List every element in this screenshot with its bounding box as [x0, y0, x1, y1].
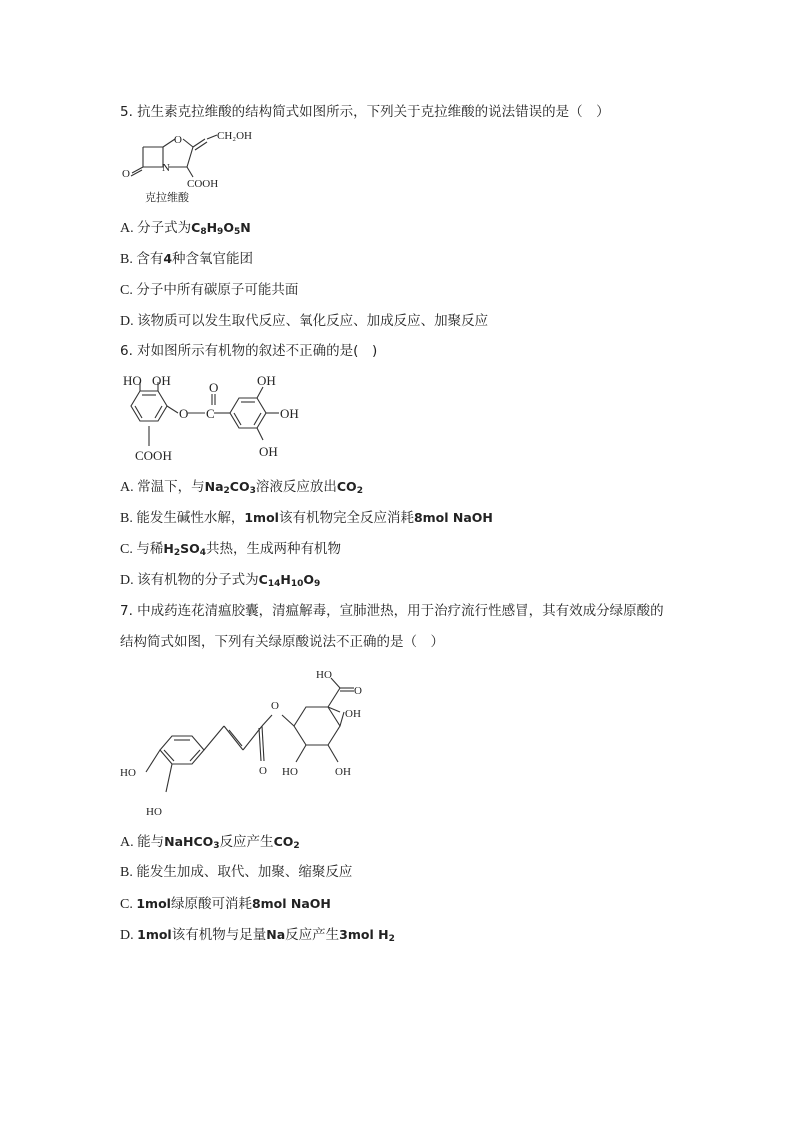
ester-carbonyl-oxygen-label: O [259, 765, 267, 777]
ring-ho-label: HO [282, 766, 298, 778]
ester-oxygen-label: O [271, 700, 279, 712]
oh-top-label: OH [257, 373, 276, 388]
nitrogen-label: N [162, 162, 170, 174]
ring-oxygen-label: O [174, 134, 182, 146]
digallic-acid-structure [118, 368, 318, 468]
keto-oxygen-label: O [122, 168, 130, 180]
oh-left-label: OH [152, 373, 171, 388]
cooh-label: COOH [187, 178, 219, 190]
option-5b: B. 含有4种含氧官能团 [120, 251, 254, 267]
ring-oh-bottom-label: OH [335, 766, 351, 778]
question-6-stem: 6. 对如图所示有机物的叙述不正确的是( ) [120, 343, 378, 359]
ester-oxygen-label: O [179, 406, 189, 421]
ch2oh-label: CH₂OH [217, 130, 253, 142]
option-6b: B. 能发生碱性水解，1mol该有机物完全反应消耗8mol NaOH [120, 510, 493, 526]
option-7c: C. 1mol绿原酸可消耗8mol NaOH [120, 896, 331, 912]
option-6c: C. 与稀$H_2SO_4$共热，生成两种有机物 [120, 541, 341, 558]
option-5d: D. 该物质可以发生取代反应、氧化反应、加成反应、加聚反应 [120, 313, 489, 329]
carbonyl-oxygen-label: O [209, 380, 219, 395]
oh-right-label: OH [280, 406, 299, 421]
oh-bottom-label: OH [259, 444, 278, 459]
structure-caption: 克拉维酸 [145, 192, 189, 204]
option-7b: B. 能发生加成、取代、加聚、缩聚反应 [120, 864, 353, 880]
option-5a: A. 分子式为$C_8H_9O_5N$ [120, 220, 251, 237]
cooh-label: COOH [135, 448, 172, 463]
acid-carbonyl-oxygen-label: O [354, 685, 362, 697]
phenol-ho-left-label: HO [120, 767, 136, 779]
clavulanic-acid-structure [115, 125, 265, 205]
ho-left-label: HO [123, 373, 142, 388]
question-7-stem-line-1: 7. 中成药连花清瘟胶囊，清瘟解毒，宣肺泄热，用于治疗流行性感冒，其有效成分绿原酸的 [120, 603, 664, 619]
acid-ho-label: HO [316, 669, 332, 681]
option-6d: D. 该有机物的分子式为$C_{14}H_{10}O_9$ [120, 572, 321, 589]
ring-oh-label: OH [345, 708, 361, 720]
question-7-stem-line-2: 结构简式如图，下列有关绿原酸说法不正确的是（ ） [120, 634, 444, 650]
phenol-ho-bottom-label: HO [146, 806, 162, 818]
option-6a: A. 常温下，与$Na_2CO_3$溶液反应放出$CO_2$ [120, 479, 363, 496]
option-5c: C. 分子中所有碳原子可能共面 [120, 282, 299, 298]
carbon-label: C [206, 406, 215, 421]
option-7d: D. 1mol该有机物与足量Na反应产生3mol $H_2$ [120, 927, 395, 944]
question-5-stem: 5. 抗生素克拉维酸的结构简式如图所示，下列关于克拉维酸的说法错误的是（ ） [120, 104, 610, 120]
chlorogenic-acid-structure [118, 662, 378, 822]
option-7a: A. 能与NaHCO$_3$反应产生$CO_2$ [120, 834, 300, 851]
